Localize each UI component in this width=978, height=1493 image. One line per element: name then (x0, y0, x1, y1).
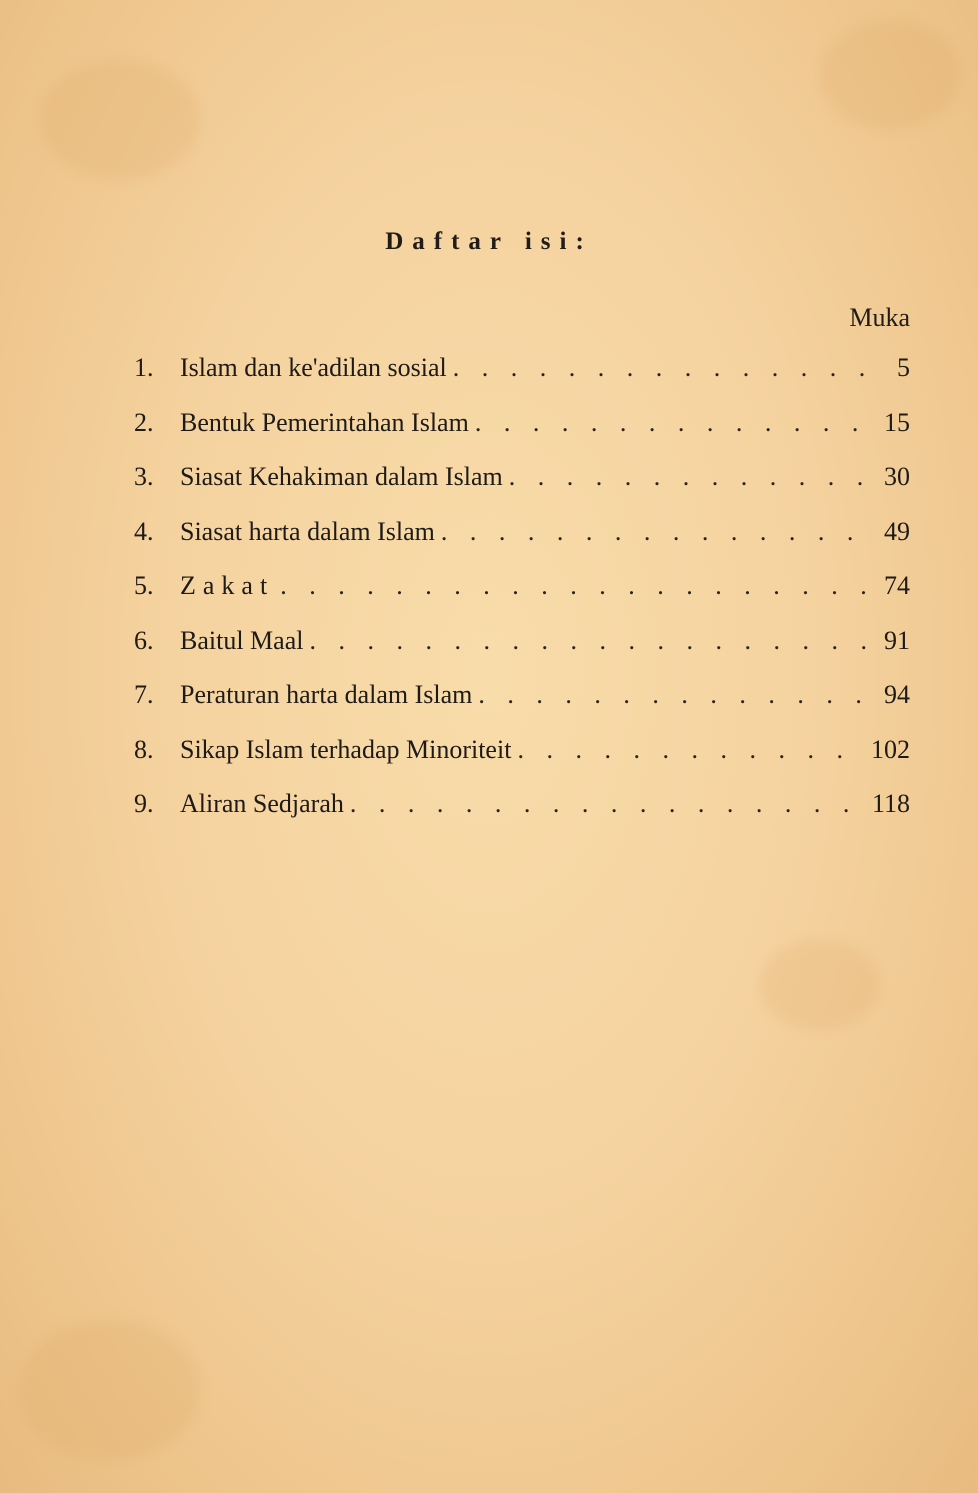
entry-number: 3. (134, 462, 154, 491)
toc-entry (134, 462, 910, 517)
entry-page-number: 102 (871, 734, 910, 764)
entry-title: Peraturan harta dalam Islam (180, 680, 473, 709)
paper-stain (20, 1320, 200, 1460)
dot-leader (478, 680, 874, 710)
entry-page-number: 91 (884, 625, 910, 655)
entry-page-number: 118 (871, 789, 910, 818)
entry-number: 9. (134, 789, 154, 818)
entry-title: Aliran Sedjarah (180, 789, 344, 818)
entry-title: Bentuk Pemerintahan Islam (180, 407, 469, 437)
dot-leader (280, 571, 874, 601)
toc-entry (134, 789, 910, 844)
entry-number: 2. (134, 407, 154, 437)
dot-leader (350, 789, 866, 819)
toc-entry (134, 735, 910, 790)
page-title: Daftar isi: (385, 228, 593, 255)
entry-title: Siasat harta dalam Islam (180, 516, 435, 546)
entry-title: Zakat (180, 571, 275, 600)
entry-page-number: 74 (884, 571, 910, 600)
entry-number: 8. (134, 734, 154, 764)
entry-page-number: 5 (897, 353, 910, 382)
toc-entry (134, 353, 910, 408)
paper-stain (820, 20, 960, 130)
page-column-header: Muka (849, 303, 910, 332)
dot-leader (509, 462, 874, 492)
entry-title: Baitul Maal (180, 625, 304, 655)
entry-number: 7. (134, 680, 154, 709)
toc-entry (134, 571, 910, 626)
entry-title: Sikap Islam terhadap Minoriteit (180, 734, 512, 764)
entry-page-number: 15 (884, 407, 910, 437)
entry-page-number: 94 (884, 680, 910, 709)
entry-number: 4. (134, 516, 154, 546)
dot-leader (517, 735, 865, 765)
entry-number: 1. (134, 353, 154, 382)
toc-entry (134, 680, 910, 735)
entry-number: 5. (134, 571, 154, 600)
dot-leader (309, 626, 874, 656)
table-of-contents (134, 353, 910, 844)
entry-title: Siasat Kehakiman dalam Islam (180, 462, 503, 491)
toc-entry (134, 626, 910, 681)
entry-title: Islam dan ke'adilan sosial (180, 353, 447, 382)
dot-leader (453, 353, 874, 383)
paper-stain (40, 60, 200, 180)
paper-stain (760, 940, 880, 1030)
dot-leader (475, 408, 874, 438)
toc-entry (134, 408, 910, 463)
toc-entry (134, 517, 910, 572)
dot-leader (441, 517, 874, 547)
entry-page-number: 49 (884, 516, 910, 546)
entry-number: 6. (134, 625, 154, 655)
entry-page-number: 30 (884, 462, 910, 491)
